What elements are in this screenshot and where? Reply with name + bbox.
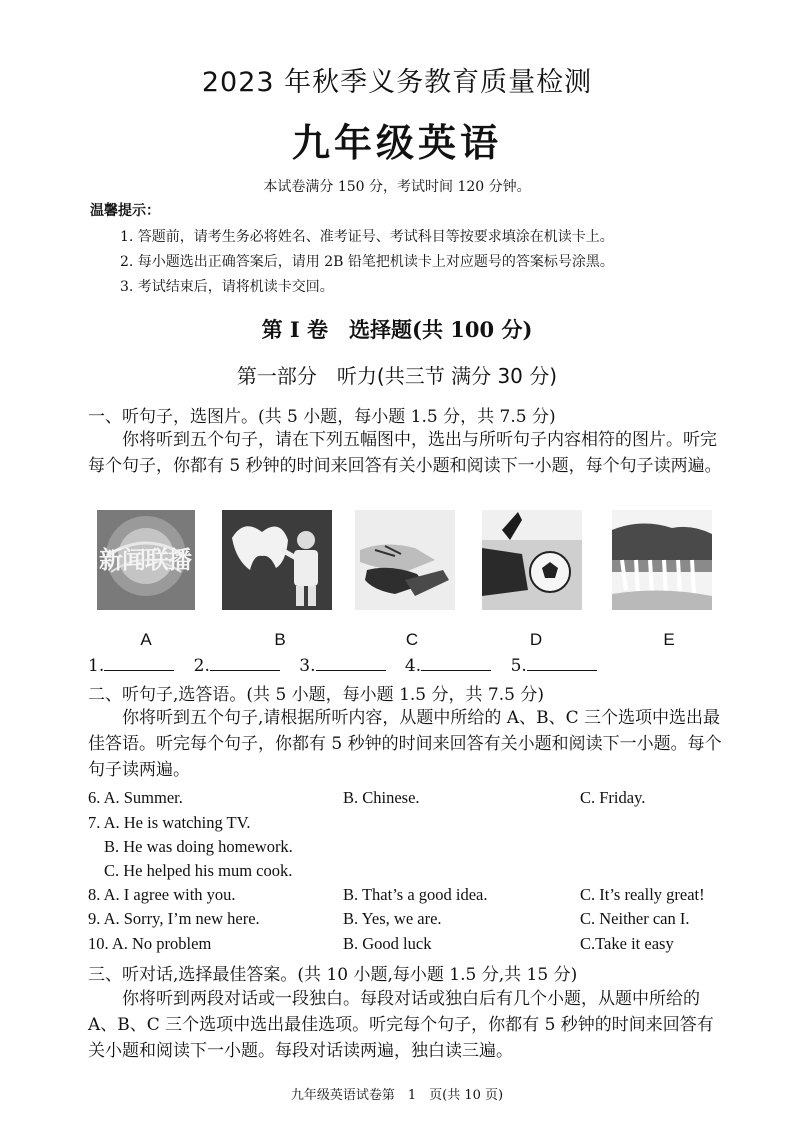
- answer-blank[interactable]: [316, 654, 386, 671]
- picture-label: B: [274, 630, 286, 649]
- picture-d-soccer-ball: [482, 510, 582, 610]
- picture-label: D: [529, 630, 543, 649]
- exam-title: 2023 年秋季义务教育质量检测: [201, 67, 593, 98]
- q6-option-a: 6. A. Summer.: [88, 788, 183, 807]
- section-title: 第 I 卷 选择题(共 100 分): [261, 317, 533, 342]
- picture-label: A: [140, 630, 152, 649]
- q10-option-a: 10. A. No problem: [88, 934, 212, 953]
- q6-option-b: B. Chinese.: [343, 788, 420, 807]
- picture-label: C: [405, 630, 419, 649]
- q3-instructions: 你将听到两段对话或一段独白。每段对话或独白后有几个小题，从题中所给的 A、B、C 三个选项中选出最佳选项。听完每个句子，你都有 5 秒钟的时间来回答有关小题和阅读下一小题。每段对话读两遍，独白读三遍。: [88, 989, 714, 1061]
- tip-item: 2. 每小题选出正确答案后，请用 2B 铅笔把机读卡上对应题号的答案标号涂黑。: [120, 254, 614, 270]
- picture-a-news-logo: [97, 510, 195, 610]
- picture-c-shoes: [355, 510, 455, 610]
- q7-option-c: C. He helped his mum cook.: [104, 861, 293, 880]
- answer-blanks: [88, 654, 611, 676]
- q2-heading: 二、听句子,选答语。(共 5 小题，每小题 1.5 分，共 7.5 分): [88, 685, 544, 705]
- picture-e-waterfall: [612, 510, 712, 610]
- tip-item: 1. 答题前，请考生务必将姓名、准考证号、考试科目等按要求填涂在机读卡上。: [120, 229, 614, 245]
- q7-option-a: 7. A. He is watching TV.: [88, 813, 251, 832]
- part-title: 第一部分 听力(共三节 满分 30 分): [236, 364, 558, 388]
- tips-heading: 温馨提示：: [90, 203, 160, 219]
- answer-blank[interactable]: [421, 654, 491, 671]
- blank-label: 5.: [510, 656, 527, 676]
- q2-instructions: 你将听到五个句子,请根据所听内容，从题中所给的 A、B、C 三个选项中选出最佳答语。听完每个句子，你都有 5 秒钟的时间来回答有关小题和阅读下一小题。每个句子读两遍。: [88, 708, 722, 780]
- q9-option-a: 9. A. Sorry, I’m new here.: [88, 909, 260, 928]
- q8-option-b: B. That’s a good idea.: [343, 885, 488, 904]
- picture-a-text: 新闻联播: [99, 546, 191, 574]
- q8-option-c: C. It’s really great!: [580, 885, 705, 904]
- q9-option-c: C. Neither can I.: [580, 909, 690, 928]
- q10-option-b: B. Good luck: [343, 934, 432, 953]
- q9-option-b: B. Yes, we are.: [343, 909, 442, 928]
- answer-blank[interactable]: [104, 654, 174, 671]
- q1-heading: 一、听句子，选图片。(共 5 小题，每小题 1.5 分，共 7.5 分): [88, 407, 556, 427]
- blank-label: 1.: [88, 656, 105, 676]
- subject-title: 九年级英语: [291, 120, 502, 165]
- q8-option-a: 8. A. I agree with you.: [88, 885, 236, 904]
- answer-blank[interactable]: [210, 654, 280, 671]
- q3-heading: 三、听对话,选择最佳答案。(共 10 小题,每小题 1.5 分,共 15 分): [88, 965, 578, 985]
- tip-item: 3. 考试结束后，请将机读卡交回。: [120, 279, 334, 295]
- q10-option-c: C.Take it easy: [580, 934, 674, 953]
- q1-instructions: 你将听到五个句子，请在下列五幅图中，选出与所听句子内容相符的图片。听完每个句子，你都有 5 秒钟的时间来回答有关小题和阅读下一小题，每个句子读两遍。: [88, 430, 722, 476]
- blank-label: 3.: [299, 656, 316, 676]
- answer-blank[interactable]: [527, 654, 597, 671]
- q6-option-c: C. Friday.: [580, 788, 646, 807]
- page-footer: 九年级英语试卷第 1 页(共 10 页): [290, 1088, 504, 1103]
- blank-label: 2.: [193, 656, 210, 676]
- blank-label: 4.: [404, 656, 422, 676]
- exam-note: 本试卷满分 150 分，考试时间 120 分钟。: [263, 179, 531, 195]
- picture-b-dentist: [222, 510, 332, 610]
- q7-option-b: B. He was doing homework.: [104, 837, 293, 856]
- picture-label: E: [663, 630, 675, 649]
